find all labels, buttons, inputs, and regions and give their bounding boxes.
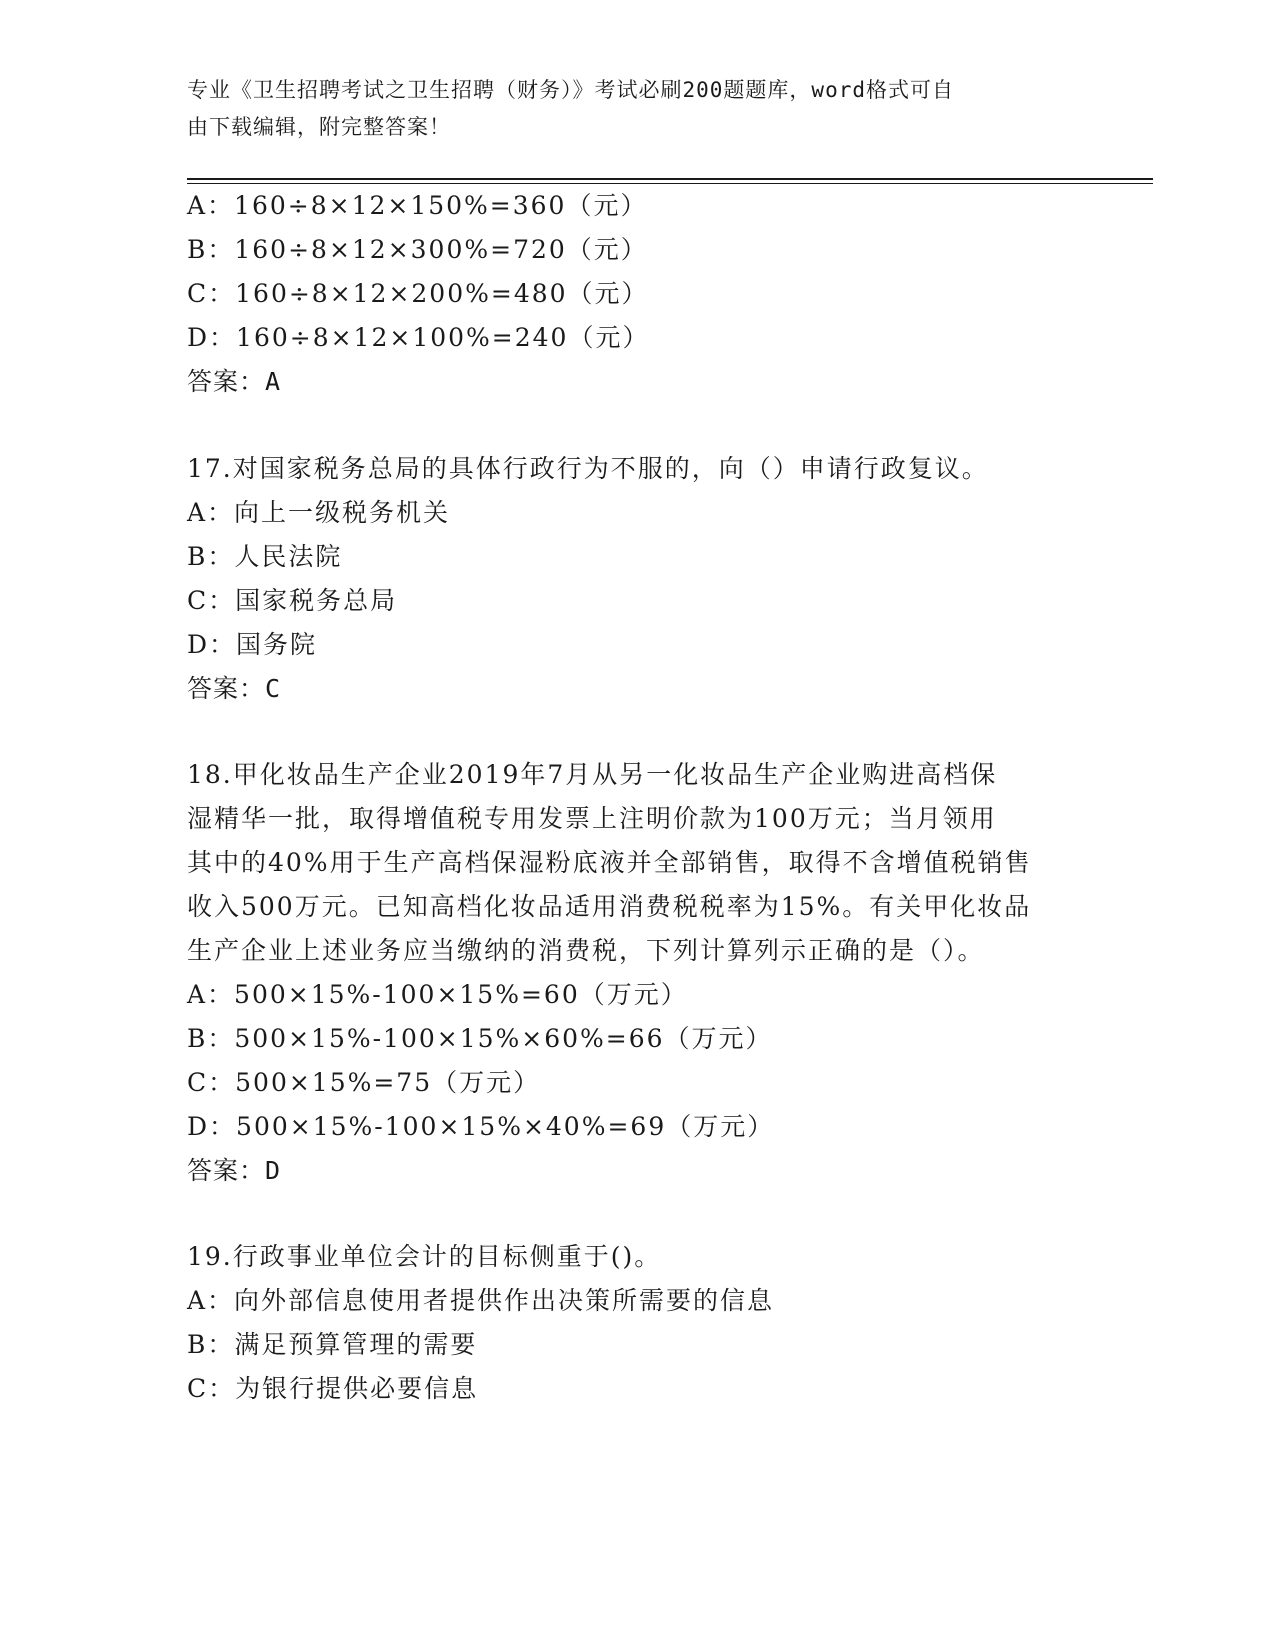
q18-answer: 答案：D	[187, 1156, 282, 1185]
q17-answer: 答案：C	[187, 674, 282, 703]
q18-question-line-5: 生产企业上述业务应当缴纳的消费税，下列计算列示正确的是（）。	[187, 936, 985, 965]
q18-option-c: C：500×15%=75（万元）	[187, 1068, 541, 1097]
q18-option-b: B：500×15%-100×15%×60%=66（万元）	[187, 1024, 773, 1053]
document-header	[187, 72, 1087, 146]
header-line-1: 专业《卫生招聘考试之卫生招聘（财务）》考试必刷200题题库，word格式可自	[187, 78, 954, 102]
q19-option-a: A：向外部信息使用者提供作出决策所需要的信息	[187, 1286, 775, 1315]
q18-question-line-2: 湿精华一批，取得增值税专用发票上注明价款为100万元；当月领用	[187, 804, 997, 833]
q17-question: 17.对国家税务总局的具体行政行为不服的，向（）申请行政复议。	[187, 454, 989, 483]
q17-option-c: C：国家税务总局	[187, 586, 398, 615]
q19-option-b: B：满足预算管理的需要	[187, 1330, 478, 1359]
q17-option-b: B：人民法院	[187, 542, 343, 571]
q18-option-a: A：500×15%-100×15%=60（万元）	[187, 980, 688, 1009]
q18-question-line-3: 其中的40%用于生产高档保湿粉底液并全部销售，取得不含增值税销售	[187, 848, 1032, 877]
q18-question-line-1: 18.甲化妆品生产企业2019年7月从另一化妆品生产企业购进高档保	[187, 760, 998, 789]
header-rule-thin	[187, 183, 1153, 184]
q18-question-line-4: 收入500万元。已知高档化妆品适用消费税税率为15%。有关甲化妆品	[187, 892, 1032, 921]
q19-option-c: C：为银行提供必要信息	[187, 1374, 479, 1403]
q16-option-c: C：160÷8×12×200%=480（元）	[187, 279, 649, 308]
q16-option-a: A：160÷8×12×150%=360（元）	[187, 191, 648, 220]
q17-option-a: A：向上一级税务机关	[187, 498, 451, 527]
header-rule-thick	[187, 178, 1153, 180]
header-line-2: 由下载编辑，附完整答案！	[187, 115, 451, 139]
q16-option-b: B：160÷8×12×300%=720（元）	[187, 235, 648, 264]
q17-option-d: D：国务院	[187, 630, 318, 659]
q19-question: 19.行政事业单位会计的目标侧重于()。	[187, 1242, 662, 1271]
q18-option-d: D：500×15%-100×15%×40%=69（万元）	[187, 1112, 775, 1141]
q16-answer: 答案：A	[187, 367, 282, 396]
q16-option-d: D：160÷8×12×100%=240（元）	[187, 323, 650, 352]
